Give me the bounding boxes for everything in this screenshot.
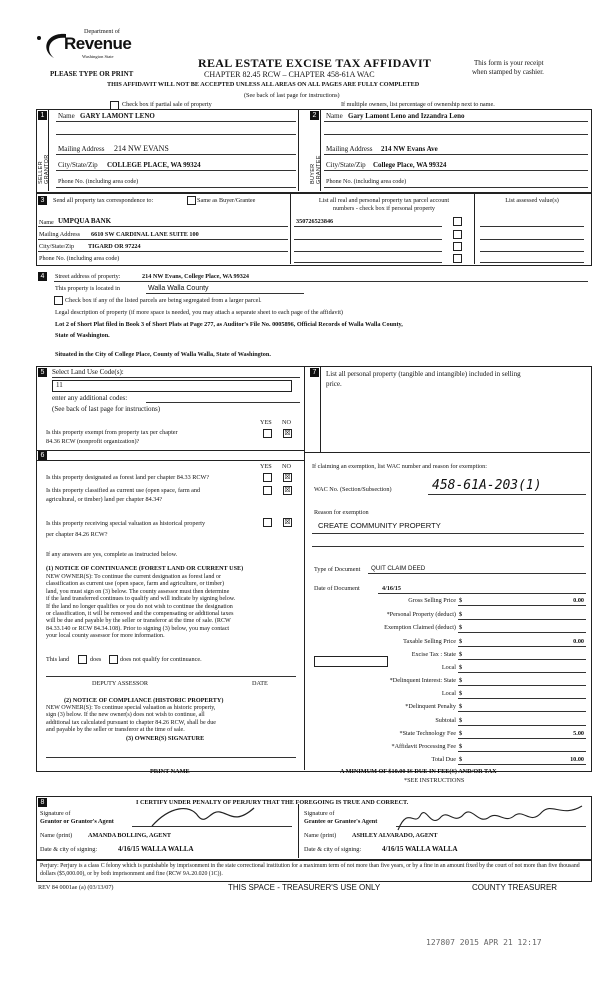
section-6-number: 6 xyxy=(38,451,47,460)
parcel-1: 350726523846 xyxy=(296,218,334,225)
legal-line-1: Lot 2 of Short Plat filed in Book 3 of Short Plats at Page 277, as Auditor's File No. 0005896, Official Records of Walla Walla County, xyxy=(55,321,403,328)
s5-yes: YES xyxy=(260,419,272,426)
form-rev: REV 84 0001ae (a) (03/13/07) xyxy=(38,884,114,891)
does-not-checkbox[interactable] xyxy=(109,655,118,664)
receipt-stamp: 127807 2015 APR 21 12:17 xyxy=(426,938,542,947)
personal-property-checkbox-4[interactable] xyxy=(453,254,462,263)
buyer-phone-label: Phone No. (including area code) xyxy=(326,178,407,185)
same-as-buyer-label: Same as Buyer/Grantee xyxy=(197,197,256,204)
tax-dollar-11: $ xyxy=(459,743,463,750)
revenue-logo xyxy=(36,28,136,68)
section-4-number: 4 xyxy=(38,272,47,281)
doc-type: QUIT CLAIM DEED xyxy=(371,565,426,572)
buyer-name-label: Name xyxy=(326,112,343,120)
historic-q2: per chapter 84.26 RCW? xyxy=(46,531,108,538)
buyer-mail-label: Mailing Address xyxy=(326,145,373,153)
same-as-buyer-checkbox[interactable] xyxy=(187,196,196,205)
current-use-q1: Is this property classified as current use (open space, farm and xyxy=(46,487,201,494)
notice-3-title: (3) OWNER(S) SIGNATURE xyxy=(126,735,205,742)
send-correspondence-label: Send all property tax correspondence to: xyxy=(53,197,154,204)
doc-date: 4/16/15 xyxy=(382,585,401,592)
grantee-signature-icon xyxy=(394,796,586,836)
notice-2-body: NEW OWNER(S): To continue special valuation as historic property, sign (3) below. If the new owner(s) does not wish to continue, all additional tax calculated pursuant to chapter 84.26 RCW, shall be due and payable by the seller or transferor at the time of sale. xyxy=(46,705,217,734)
tax-label-6: *Delinquent Interest: State xyxy=(389,677,456,684)
corr-mail-label: Mailing Address xyxy=(39,231,81,238)
land-use-label: Select Land Use Code(s): xyxy=(52,368,124,376)
grantee-sig-l2: Grantee or Grantee's Agent xyxy=(304,818,378,825)
forest-question: Is this property designated as forest land per chapter 84.33 RCW? xyxy=(46,474,210,481)
tax-dollar-7: $ xyxy=(459,690,463,697)
receipt-line-1: This form is your receipt xyxy=(474,59,544,67)
notice-2-title: (2) NOTICE OF COMPLIANCE (HISTORIC PROPERTY) xyxy=(64,697,224,704)
grantee-name: ASHLEY ALVARADO, AGENT xyxy=(352,832,438,839)
corr-name-label: Name xyxy=(39,219,54,226)
logo-state: Washington State xyxy=(82,54,114,59)
tax-value-10[interactable]: 5.00 xyxy=(573,730,584,737)
tax-dollar-8: $ xyxy=(459,703,463,710)
tax-dollar-3: $ xyxy=(459,638,463,645)
seller-city-label: City/State/Zip xyxy=(58,161,98,169)
chapter-line: CHAPTER 82.45 RCW – CHAPTER 458-61A WAC xyxy=(204,70,375,79)
corr-city-label: City/State/Zip xyxy=(39,243,75,250)
current-use-yes-checkbox[interactable] xyxy=(263,486,272,495)
segregated-label: Check box if any of the listed parcels are being segregated from a larger parcel. xyxy=(65,297,262,304)
tax-label-0: Gross Selling Price xyxy=(408,597,456,604)
buyer-mail: 214 NW Evans Ave xyxy=(381,145,438,153)
buyer-name: Gary Lamont Leno and Izzandra Leno xyxy=(348,112,465,120)
reason-label: Reason for exemption xyxy=(314,509,369,516)
grantor-date: 4/16/15 WALLA WALLA xyxy=(118,845,194,853)
doc-date-label: Date of Document xyxy=(314,585,360,592)
tax-label-3: Taxable Selling Price xyxy=(403,638,456,645)
local-code-field[interactable] xyxy=(314,656,388,667)
tax-dollar-4: $ xyxy=(459,651,463,658)
tax-label-4: Excise Tax : State xyxy=(411,651,456,658)
historic-q1: Is this property receiving special valuation as historical property xyxy=(46,520,206,527)
buyer-city-label: City/State/Zip xyxy=(326,161,366,169)
corr-phone-label: Phone No. (including area code) xyxy=(39,255,120,262)
treasurer-space: THIS SPACE - TREASURER'S USE ONLY xyxy=(228,883,381,892)
tax-label-5: Local xyxy=(441,664,456,671)
grantor-name-label: Name (print) xyxy=(40,832,73,839)
personal-property-text-1: List all personal property (tangible and intangible) included in selling xyxy=(326,370,521,378)
forest-no-checkbox[interactable]: ☒ xyxy=(284,473,291,481)
exempt-q1: Is this property exempt from property tax per chapter xyxy=(46,429,178,436)
buyer-label: BUYER GRANTEE xyxy=(310,155,322,184)
historic-yes-checkbox[interactable] xyxy=(263,518,272,527)
warning-line: THIS AFFIDAVIT WILL NOT BE ACCEPTED UNLESS ALL AREAS ON ALL PAGES ARE FULLY COMPLETED xyxy=(107,81,420,88)
grantor-date-label: Date & city of signing: xyxy=(40,846,98,853)
seller-label: SELLER GRANTOR xyxy=(38,154,50,184)
corr-name: UMPQUA BANK xyxy=(58,217,112,225)
certify-line: I CERTIFY UNDER PENALTY OF PERJURY THAT THE FOREGOING IS TRUE AND CORRECT. xyxy=(136,799,409,806)
tax-dollar-12: $ xyxy=(459,756,463,763)
tax-label-11: *Affidavit Processing Fee xyxy=(391,743,456,750)
receipt-line-2: when stamped by cashier. xyxy=(472,68,544,76)
land-use-code: 11 xyxy=(56,381,63,389)
see-back-line: (See back of last page for instructions) xyxy=(244,92,340,99)
seller-name-label: Name xyxy=(58,112,75,120)
parcel-head-2: numbers - check box if personal property xyxy=(332,205,436,212)
partial-sale-label: Check box if partial sale of property xyxy=(122,101,212,108)
s5-no: NO xyxy=(282,419,291,426)
grantor-signature-icon xyxy=(150,802,260,832)
current-use-no-checkbox[interactable]: ☒ xyxy=(284,486,291,494)
s6-yes: YES xyxy=(260,463,272,470)
doc-type-label: Type of Document xyxy=(314,566,361,573)
tax-label-2: Exemption Claimed (deduct) xyxy=(384,624,456,631)
grantee-date-label: Date & city of signing: xyxy=(304,846,362,853)
street-label: Street address of property: xyxy=(55,273,121,280)
s5-see-back: (See back of last page for instructions) xyxy=(52,405,161,413)
personal-property-checkbox-1[interactable] xyxy=(453,217,462,226)
this-land-label: This land xyxy=(46,656,70,663)
corr-city: TIGARD OR 97224 xyxy=(88,243,141,250)
logo-dept: Department of xyxy=(84,28,120,35)
seller-mail: 214 NW EVANS xyxy=(114,144,169,153)
tax-value-0[interactable]: 0.00 xyxy=(573,597,584,604)
county-treasurer: COUNTY TREASURER xyxy=(472,883,558,892)
historic-no-checkbox[interactable]: ☒ xyxy=(284,518,291,526)
situated-line: Situated in the City of College Place, County of Walla Walla, State of Washington. xyxy=(55,351,271,358)
grantee-sig-l1: Signature of xyxy=(304,810,335,817)
segregated-checkbox[interactable] xyxy=(54,296,63,305)
seller-name: GARY LAMONT LENO xyxy=(80,112,155,120)
tax-dollar-0: $ xyxy=(459,597,463,604)
exempt-yes-checkbox[interactable] xyxy=(263,429,272,438)
located-label: This property is located in xyxy=(55,285,120,292)
tax-label-7: Local xyxy=(441,690,456,697)
page-title: REAL ESTATE EXCISE TAX AFFIDAVIT xyxy=(198,56,432,70)
section-5-number: 5 xyxy=(38,368,47,377)
current-use-q2: agricultural, or timber) land per chapter 84.34? xyxy=(46,496,163,503)
grantee-name-label: Name (print) xyxy=(304,832,337,839)
notice-1-title: (1) NOTICE OF CONTINUANCE (FOREST LAND OR CURRENT USE) xyxy=(46,565,244,572)
grantor-sig-l2: Grantor or Grantor's Agent xyxy=(40,818,114,825)
corr-mail: 6610 SW CARDINAL LANE SUITE 100 xyxy=(91,231,199,238)
section-2-number: 2 xyxy=(310,111,319,120)
tax-dollar-1: $ xyxy=(459,611,463,618)
buyer-city: College Place, WA 99324 xyxy=(373,161,447,169)
notice-1-body: NEW OWNER(S): To continue the current designation as forest land or classification as current use (open space, farm and agriculture, or timber) land, you must sign on (3) below. The county assessor must then determine if the land transferred continues to qualify and will indicate by signing below. If the land no longer qualifies or you do not wish to continue the designation or classification, it will be removed and the compensating or additional taxes will be due and payable by the seller or transferor at the time of sale. (RCW 84.33.140 or RCW 84.34.108). Prior to signing (3) below, you may contact your local county assessor for more information. xyxy=(46,574,236,640)
wac-number: 458-61A-203(1) xyxy=(432,478,542,493)
forest-yes-checkbox[interactable] xyxy=(263,473,272,482)
legal-line-2: State of Washington. xyxy=(55,332,110,339)
answers-note: If any answers are yes, complete as instructed below. xyxy=(46,551,178,558)
legal-label: Legal description of property (if more space is needed, you may attach a separate sheet to each page of the affidavit) xyxy=(55,309,343,316)
seller-city: COLLEGE PLACE, WA 99324 xyxy=(107,161,201,169)
tax-value-12[interactable]: 10.00 xyxy=(570,756,584,763)
additional-codes-label: enter any additional codes: xyxy=(52,394,128,402)
tax-value-3[interactable]: 0.00 xyxy=(573,638,584,645)
tax-label-8: *Delinquent Penalty xyxy=(405,703,456,710)
tax-label-9: Subtotal xyxy=(435,717,456,724)
does-checkbox[interactable] xyxy=(78,655,87,664)
print-name-label: PRINT NAME xyxy=(150,768,190,775)
exempt-no-checkbox[interactable]: ☒ xyxy=(284,429,291,437)
wac-label: WAC No. (Section/Subsection) xyxy=(314,486,392,493)
tax-label-1: *Personal Property (deduct) xyxy=(386,611,456,618)
seller-phone-label: Phone No. (including area code) xyxy=(58,178,139,185)
grantee-date: 4/16/15 WALLA WALLA xyxy=(382,845,458,853)
tax-dollar-5: $ xyxy=(459,664,463,671)
deputy-date: DATE xyxy=(252,680,268,687)
tax-dollar-2: $ xyxy=(459,624,463,631)
section-1-number: 1 xyxy=(38,111,47,120)
tax-dollar-10: $ xyxy=(459,730,463,737)
personal-property-checkbox-3[interactable] xyxy=(453,242,462,251)
grantor-sig-l1: Signature of xyxy=(40,810,71,817)
tax-dollar-9: $ xyxy=(459,717,463,724)
claim-exemption-label: If claiming an exemption, list WAC number and reason for exemption: xyxy=(312,463,487,470)
logo-name: Revenue xyxy=(64,34,132,53)
perjury-text: Perjury: Perjury is a class C felony which is punishable by imprisonment in the state correctional institution for a maximum term of not more than five years, or by a fine in an amount fixed by the court of not more than five thousand dollars ($5,000.00), or by both imprisonment and fine (RCW 9A.20.020 (1C)). xyxy=(40,863,580,877)
exempt-q2: 84.36 RCW (nonprofit organization)? xyxy=(46,438,140,445)
section-3-number: 3 xyxy=(38,196,47,205)
grantor-name: AMANDA BOLLING, AGENT xyxy=(88,832,172,839)
county: Walla Walla County xyxy=(148,285,209,292)
personal-property-text-2: price. xyxy=(326,380,342,388)
street-address: 214 NW Evans, College Place, WA 99324 xyxy=(142,273,250,280)
tax-dollar-6: $ xyxy=(459,677,463,684)
seller-mail-label: Mailing Address xyxy=(58,145,105,153)
minimum-note: A MINIMUM OF $10.00 IS DUE IN FEE(S) AND/OR TAX xyxy=(340,768,497,775)
parcel-head-1: List all real and personal property tax parcel account xyxy=(318,197,450,204)
s6-no: NO xyxy=(282,463,291,470)
assessed-head: List assessed value(s) xyxy=(505,197,559,204)
tax-label-12: Total Due xyxy=(431,756,456,763)
tax-label-10: *State Technology Fee xyxy=(399,730,456,737)
does-label: does xyxy=(90,656,102,663)
personal-property-checkbox-2[interactable] xyxy=(453,230,462,239)
deputy-assessor: DEPUTY ASSESSOR xyxy=(92,680,148,687)
reason-value: CREATE COMMUNITY PROPERTY xyxy=(318,521,441,530)
print-note: PLEASE TYPE OR PRINT xyxy=(50,70,134,78)
does-not-label: does not qualify for continuance. xyxy=(120,656,202,663)
section-8-number: 8 xyxy=(38,798,47,807)
multiple-owners-note: If multiple owners, list percentage of ownership next to name. xyxy=(341,101,495,108)
section-7-number: 7 xyxy=(310,368,319,377)
land-use-code-field[interactable] xyxy=(52,380,292,392)
see-instructions: *SEE INSTRUCTIONS xyxy=(404,777,465,784)
